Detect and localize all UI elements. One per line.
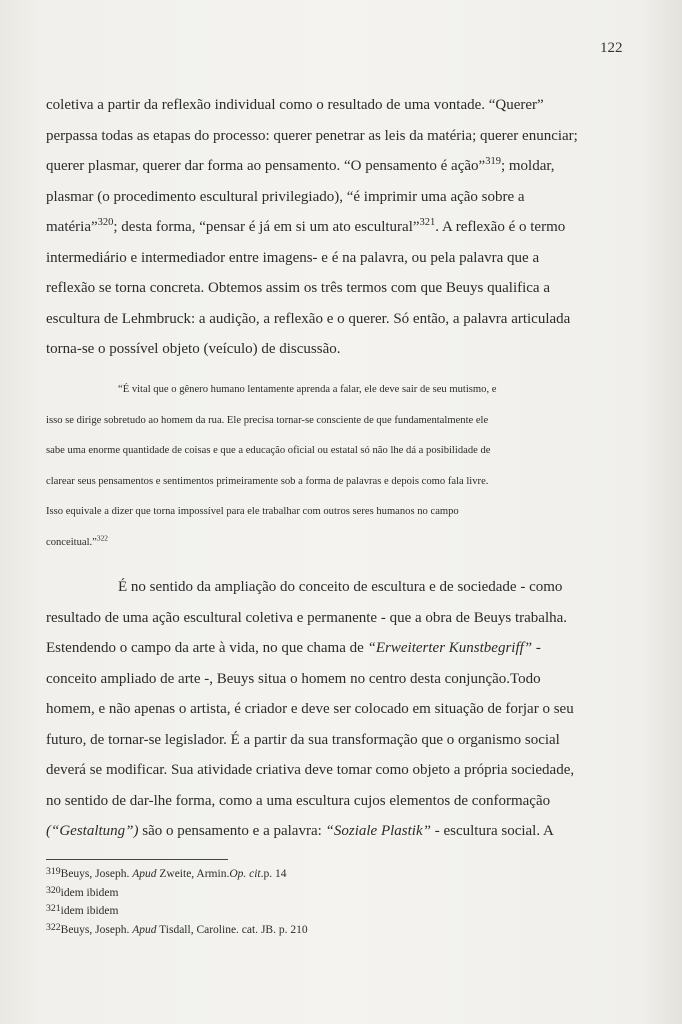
text-line: É no sentido da ampliação do conceito de escultura e de sociedade - como bbox=[118, 579, 563, 595]
text-segment: - escultura social. A bbox=[430, 823, 554, 839]
text-line: resultado de uma ação escultural coletiva e permanente - que a obra de Beuys trabalha. bbox=[46, 609, 568, 626]
footnote-322 bbox=[46, 920, 308, 939]
text-segment: - bbox=[532, 640, 541, 656]
text-line: perpassa todas as etapas do processo: querer penetrar as leis da matéria; querer enunciar; bbox=[46, 127, 578, 144]
footnote-italic: Apud bbox=[132, 923, 157, 936]
text-segment: . A reflexão é o termo bbox=[435, 219, 566, 235]
text-line bbox=[46, 816, 580, 847]
text-line: plasmar (o procedimento escultural privilegiado), “é imprimir uma ação sobre a bbox=[46, 188, 525, 205]
text-segment: ; moldar, bbox=[500, 158, 555, 174]
text-line: conceito ampliado de arte -, Beuys situa o homem no centro desta conjunção.Todo bbox=[46, 670, 541, 687]
footnote-text: Zweite, Armin. bbox=[156, 868, 230, 880]
footnote-text: Tisdall, Caroline. cat. JB. p. 210 bbox=[156, 923, 308, 936]
text-line: futuro, de tornar-se legislador. É a partir da sua transformação que o organismo social bbox=[46, 731, 560, 748]
text-line: coletiva a partir da reflexão individual como o resultado de uma vontade. “Querer” bbox=[46, 97, 544, 113]
paragraph-2 bbox=[46, 572, 580, 847]
quote-line: sabe uma enorme quantidade de coisas e que a educação oficial ou estatal só não lhe dá a posibilidade de bbox=[46, 445, 491, 456]
italic-term: “Erweiterter Kunstbegriff” bbox=[367, 640, 533, 656]
footnote-number: 319 bbox=[46, 866, 61, 877]
italic-term: (“Gestaltung”) bbox=[46, 823, 139, 839]
footnote-ref[interactable]: 321 bbox=[419, 217, 436, 228]
footnote-divider bbox=[46, 859, 228, 860]
footnote-text: idem ibidem bbox=[60, 886, 119, 899]
footnote-number: 321 bbox=[46, 903, 61, 914]
text-line: intermediário e intermediador entre imagens- e é na palavra, ou pela palavra que a bbox=[46, 249, 540, 266]
text-line: deverá se modificar. Sua atividade criativa deve tomar como objeto a própria sociedade, bbox=[46, 762, 575, 778]
text-segment: matéria” bbox=[46, 219, 98, 235]
text-line: torna-se o possível objeto (veículo) de discussão. bbox=[46, 341, 341, 357]
footnote-text: .p. 14 bbox=[260, 868, 287, 880]
footnote-321 bbox=[46, 901, 308, 920]
quote-line: Isso equivale a dizer que torna impossível para ele trabalhar com outros seres humanos no campo bbox=[46, 506, 459, 517]
text-line: reflexão se torna concreta. Obtemos assim os três termos com que Beuys qualifica a bbox=[46, 280, 551, 296]
footnote-number: 320 bbox=[46, 884, 61, 896]
text-line bbox=[46, 633, 580, 664]
quote-line: “É vital que o gênero humano lentamente aprenda a falar, ele deve sair de seu mutismo, e bbox=[118, 384, 497, 395]
footnote-319 bbox=[46, 864, 308, 883]
text-line: escultura de Lehmbruck: a audição, a reflexão e o querer. Só então, a palavra articulada bbox=[46, 310, 571, 327]
text-line bbox=[46, 212, 580, 243]
quote-line: isso se dirige sobretudo ao homem da rua. Ele precisa tornar-se consciente de que fundamentalmente ele bbox=[46, 414, 489, 426]
page-number: 122 bbox=[600, 40, 623, 56]
text-line bbox=[46, 151, 580, 182]
footnote-text: idem ibidem bbox=[60, 905, 119, 917]
quote-line: clarear seus pensamentos e sentimentos primeiramente sob a forma de palavras e depois como fala livre. bbox=[46, 475, 489, 487]
footnotes bbox=[46, 864, 308, 938]
text-line: no sentido de dar-lhe forma, como a uma escultura cujos elementos de conformação bbox=[46, 792, 551, 809]
footnote-text: Beuys, Joseph. bbox=[60, 923, 133, 936]
quote-line bbox=[46, 528, 580, 559]
footnote-320 bbox=[46, 883, 308, 902]
text-line: homem, e não apenas o artista, é criador e deve ser colocado em situação de forjar o seu bbox=[46, 701, 574, 717]
footnote-ref[interactable]: 319 bbox=[485, 156, 501, 167]
text-segment: ; desta forma, “pensar é já em si um ato escultural” bbox=[113, 219, 420, 235]
footnote-italic: Apud bbox=[132, 868, 157, 880]
footnote-italic: Op. cit bbox=[229, 868, 261, 880]
footnote-ref[interactable]: 322 bbox=[96, 532, 108, 542]
text-segment: são o pensamento e a palavra: bbox=[138, 823, 326, 839]
italic-term: “Soziale Plastik” bbox=[325, 823, 431, 839]
footnote-ref[interactable]: 320 bbox=[97, 217, 114, 228]
paragraph-1 bbox=[46, 90, 580, 365]
text-segment: Estendendo o campo da arte à vida, no que chama de bbox=[46, 640, 368, 656]
text-segment: conceitual.” bbox=[46, 536, 97, 548]
block-quote bbox=[46, 375, 580, 558]
footnote-number: 322 bbox=[46, 921, 61, 933]
footnote-text: Beuys, Joseph. bbox=[60, 868, 133, 880]
text-segment: querer plasmar, querer dar forma ao pensamento. “O pensamento é ação” bbox=[46, 158, 486, 174]
